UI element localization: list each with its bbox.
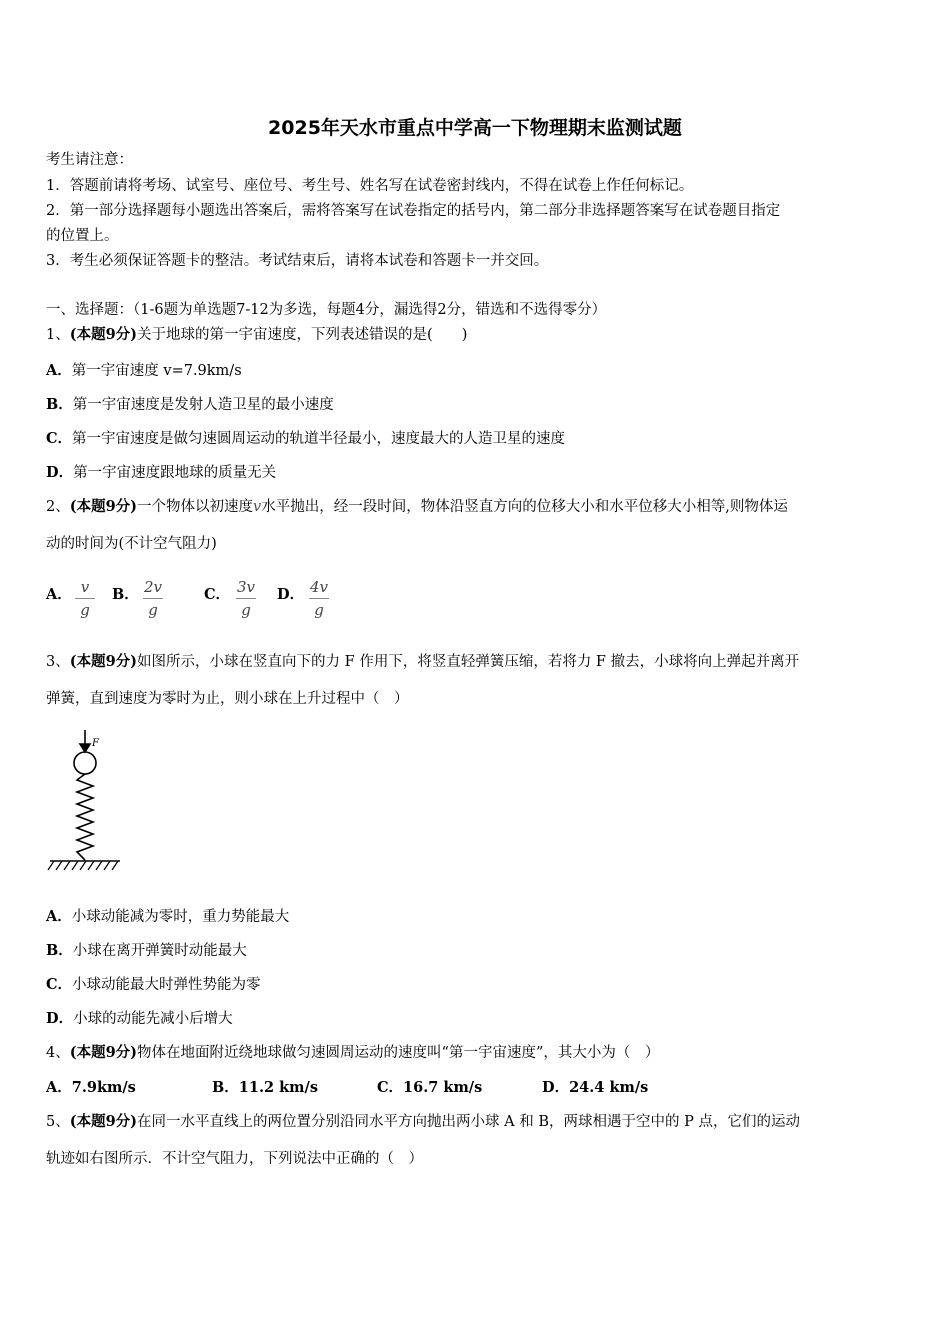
notice-item-3: 3．考生必须保证答题卡的整洁。考试结束后，请将本试卷和答题卡一并交回。 <box>46 253 549 269</box>
q1-tag: (本题9分) <box>69 326 138 343</box>
q3-option-b: B．小球在离开弹簧时动能最大 <box>46 942 247 959</box>
q1-text: 关于地球的第一宇宙速度，下列表述错误的是( ) <box>137 327 468 343</box>
notice-item-1: 1．答题前请将考场、试室号、座位号、考生号、姓名写在试卷密封线内，不得在试卷上作任何标记。 <box>46 178 694 194</box>
ground-hatching <box>48 861 118 870</box>
page-title: 2025年天水市重点中学高一下物理期末监测试题 <box>268 117 682 139</box>
force-label: F <box>92 738 99 749</box>
q2-option-d-fraction: 4v g <box>309 578 329 619</box>
q1-option-d: D．第一宇宙速度跟地球的质量无关 <box>46 464 277 481</box>
q1-option-c: C．第一宇宙速度是做匀速圆周运动的轨道半径最小，速度最大的人造卫星的速度 <box>46 430 566 447</box>
q1-option-a: A．第一宇宙速度 v=7.9km/s <box>46 362 242 379</box>
q2-option-c-label: C． <box>204 586 231 603</box>
spring-ball-figure <box>46 728 126 874</box>
q3-option-a: A．小球动能减为零时，重力势能最大 <box>46 908 290 925</box>
q2-option-a-fraction: v g <box>72 578 98 619</box>
notice-item-2-cont: 的位置上。 <box>46 228 119 244</box>
section-heading: 一、选择题：（1-6题为单选题7-12为多选，每题4分，漏选得2分，错选和不选得零分） <box>46 302 607 318</box>
q4-option-a: A．7.9km/s <box>46 1079 136 1096</box>
force-arrow-head <box>80 744 90 752</box>
q1-option-b: B．第一宇宙速度是发射人造卫星的最小速度 <box>46 396 334 413</box>
q2-option-a-label: A． <box>46 586 72 603</box>
q2-variable: v <box>253 499 262 515</box>
q3-option-c: C．小球动能最大时弹性势能为零 <box>46 976 261 993</box>
q4-option-b: B．11.2 km/s <box>212 1079 318 1096</box>
notice-item-2: 2．第一部分选择题每小题选出答案后，需将答案写在试卷指定的括号内，第二部分非选择题答案写在试卷题目指定 <box>46 203 781 219</box>
question-2-stem: 2、(本题9分)一个物体以初速度v水平抛出，经一段时间，物体沿竖直方向的位移大小和水平位移大小相等,则物体运 <box>46 498 788 515</box>
notice-header: 考生请注意： <box>46 152 133 168</box>
q4-option-d: D．24.4 km/s <box>542 1079 649 1096</box>
question-4-stem: 4、(本题9分)物体在地面附近绕地球做匀速圆周运动的速度叫“第一宇宙速度”，其大小为（ ） <box>46 1044 660 1061</box>
q4-option-c: C．16.7 km/s <box>377 1079 483 1096</box>
question-3-stem-cont: 弹簧，直到速度为零时为止，则小球在上升过程中（ ） <box>46 691 409 707</box>
q2-option-b-label: B． <box>112 586 139 603</box>
q2-option-c-fraction: 3v g <box>236 578 256 619</box>
spring <box>77 774 93 860</box>
q2-option-d-label: D． <box>277 586 305 603</box>
question-5-stem: 5、(本题9分)在同一水平直线上的两位置分别沿同水平方向抛出两小球 A 和 B，两球相遇于空中的 P 点，它们的运动 <box>46 1113 800 1130</box>
ball <box>74 752 96 774</box>
q2-option-b-fraction: 2v g <box>143 578 163 619</box>
question-5-stem-cont: 轨迹如右图所示．不计空气阻力，下列说法中正确的（ ） <box>46 1151 423 1167</box>
question-2-stem-cont: 动的时间为(不计空气阻力) <box>46 536 217 552</box>
q1-prefix: 1、 <box>46 327 70 343</box>
question-1-stem <box>46 325 467 345</box>
question-3-stem: 3、(本题9分)如图所示，小球在竖直向下的力 F 作用下，将竖直轻弹簧压缩，若将力 F 撤去，小球将向上弹起并离开 <box>46 653 800 670</box>
q3-option-d: D．小球的动能先减小后增大 <box>46 1010 233 1027</box>
